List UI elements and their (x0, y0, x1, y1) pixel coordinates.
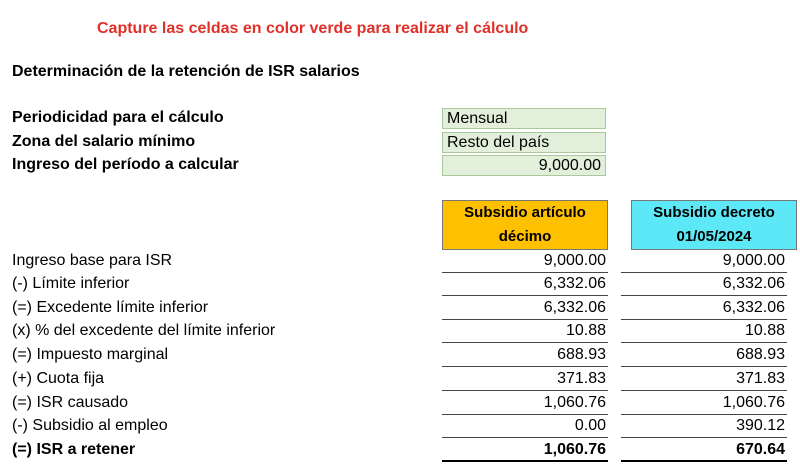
table-row (0, 250, 800, 273)
periodicity-label: Periodicidad para el cálculo (12, 109, 224, 126)
header-col2-line1: Subsidio decreto (653, 204, 775, 221)
row-label: (=) ISR a retener (12, 441, 136, 458)
row-value-col2[interactable]: 6,332.06 (621, 273, 787, 296)
row-value-col2[interactable]: 1,060.76 (621, 392, 787, 415)
income-input[interactable]: 9,000.00 (442, 155, 606, 176)
sheet-title: Determinación de la retención de ISR salarios (12, 63, 360, 80)
row-label: (-) Límite inferior (12, 275, 130, 292)
zone-label: Zona del salario mínimo (12, 133, 196, 150)
row-value-col1[interactable]: 371.83 (442, 368, 608, 391)
table-row (0, 273, 800, 296)
row-value-col1[interactable]: 0.00 (442, 415, 608, 438)
row-value-col1[interactable]: 688.93 (442, 344, 608, 367)
row-label: (+) Cuota fija (12, 370, 105, 387)
row-value-col1[interactable]: 9,000.00 (442, 250, 608, 273)
row-value-col1[interactable]: 10.88 (442, 320, 608, 343)
table-row (0, 320, 800, 343)
row-value-col2[interactable]: 371.83 (621, 368, 787, 391)
table-row-total (0, 439, 800, 462)
instruction-text: Capture las celdas en color verde para realizar el cálculo (97, 20, 529, 37)
table-row (0, 392, 800, 415)
row-label: (=) ISR causado (12, 394, 129, 411)
row-value-col1[interactable]: 6,332.06 (442, 273, 608, 296)
row-value-col1[interactable]: 6,332.06 (442, 297, 608, 320)
table-row (0, 415, 800, 438)
row-label: Ingreso base para ISR (12, 252, 173, 269)
periodicity-input[interactable]: Mensual (442, 108, 606, 129)
header-col2-line2: 01/05/2024 (676, 228, 752, 245)
row-value-col2[interactable]: 10.88 (621, 320, 787, 343)
row-value-col1[interactable]: 1,060.76 (442, 439, 608, 462)
header-col1-line1: Subsidio artículo (464, 204, 586, 221)
row-label: (=) Excedente límite inferior (12, 299, 209, 316)
row-value-col2[interactable]: 688.93 (621, 344, 787, 367)
row-value-col2[interactable]: 6,332.06 (621, 297, 787, 320)
zone-input[interactable]: Resto del país (442, 132, 606, 153)
table-row (0, 297, 800, 320)
header-col1-line2: décimo (498, 228, 552, 245)
row-label: (x) % del excedente del límite inferior (12, 322, 276, 339)
row-label: (=) Impuesto marginal (12, 346, 169, 363)
table-row (0, 368, 800, 391)
header-subsidio-decreto (631, 200, 797, 250)
income-label: Ingreso del período a calcular (12, 156, 239, 173)
header-subsidio-articulo (442, 200, 608, 250)
row-label: (-) Subsidio al empleo (12, 417, 168, 434)
table-row (0, 344, 800, 367)
row-value-col2[interactable]: 670.64 (621, 439, 787, 462)
row-value-col2[interactable]: 390.12 (621, 415, 787, 438)
row-value-col1[interactable]: 1,060.76 (442, 392, 608, 415)
row-value-col2[interactable]: 9,000.00 (621, 250, 787, 273)
